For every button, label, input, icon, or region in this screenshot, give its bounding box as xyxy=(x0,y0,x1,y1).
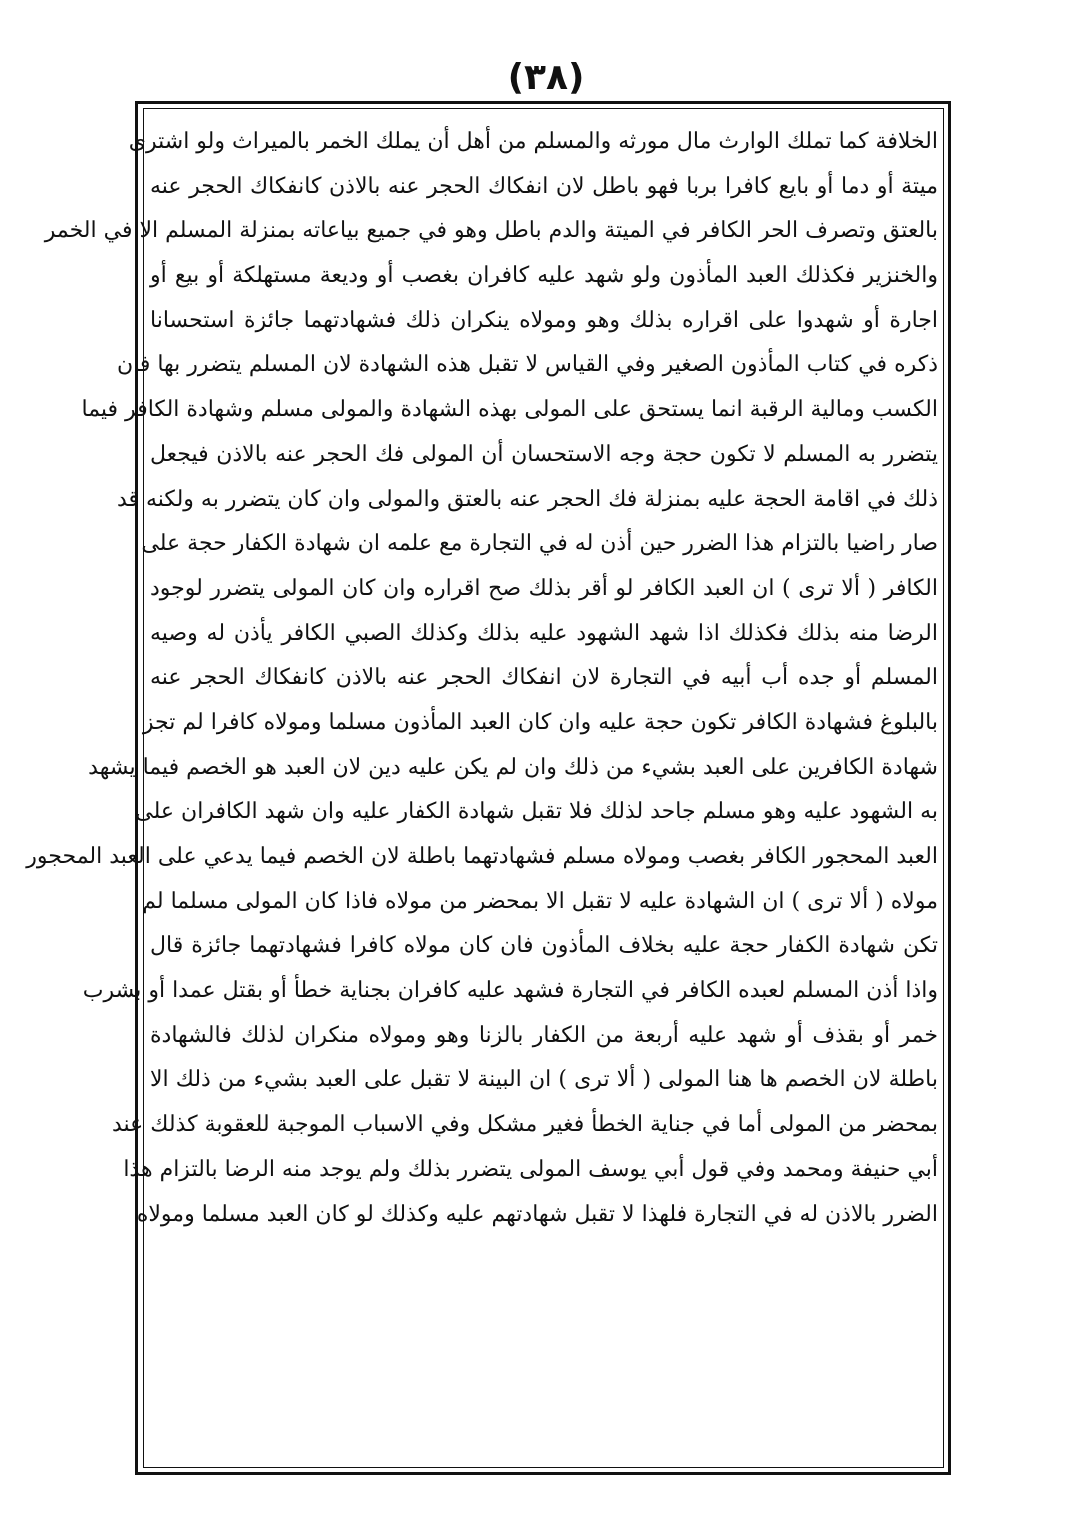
text-line: بالعتق وتصرف الحر الكافر في الميتة والدم باطل وهو في جميع بياعاته بمنزلة المسلم الا في الخمر xyxy=(44,218,938,244)
text-line: اجارة أو شهدوا على اقراره بذلك وهو ومولاه ينكران ذلك فشهادتهما جائزة استحسانا xyxy=(150,307,938,333)
text-line: الرضا منه بذلك فكذلك اذا شهد الشهود عليه بذلك وكذلك الصبي الكافر يأذن له وصيه xyxy=(150,620,938,646)
text-line: بمحضر من المولى أما في جناية الخطأ فغير مشكل وفي الاسباب الموجبة للعقوبة كذلك عند xyxy=(112,1112,938,1138)
text-line: المسلم أو جده أب أبيه في التجارة لان انفكاك الحجر عنه بالاذن كانفكاك الحجر عنه xyxy=(150,665,938,691)
text-line: العبد المحجور الكافر بغصب ومولاه مسلم فشهادتهما باطلة لان الخصم فيما يدعي على العبد المحجور xyxy=(26,844,938,869)
text-line: بالبلوغ فشهادة الكافر تكون حجة عليه وان كان العبد المأذون مسلما ومولاه كافرا لم تجز xyxy=(142,709,938,735)
text-line: به الشهود عليه وهو مسلم جاحد لذلك فلا تقبل شهادة الكفار عليه وان شهد الكافران على xyxy=(135,799,938,825)
text-line: تكن شهادة الكفار حجة عليه بخلاف المأذون فان كان مولاه كافرا فشهادتهما جائزة قال xyxy=(150,933,938,959)
text-line: شهادة الكافرين على العبد بشيء من ذلك وان لم يكن عليه دين لان العبد هو الخصم فيما يشهد xyxy=(88,754,938,780)
text-line: باطلة لان الخصم ها هنا المولى ( ألا ترى ) ان البينة لا تقبل على العبد بشيء من ذلك الا xyxy=(150,1067,938,1093)
text-line: صار راضيا بالتزام هذا الضرر حين أذن له في التجارة مع علمه ان شهادة الكفار حجة على xyxy=(141,531,938,557)
text-line: أبي حنيفة ومحمد وفي قول أبي يوسف المولى يتضرر بذلك ولم يوجد منه الرضا بالتزام هذا xyxy=(123,1156,938,1182)
text-line: مولاه ( ألا ترى ) ان الشهادة عليه لا تقبل الا بمحضر من مولاه فاذا كان المولى مسلما لم xyxy=(142,888,938,914)
text-line: ميتة أو دما أو بايع كافرا بربا فهو باطل لان انفكاك الحجر عنه بالاذن كانفكاك الحجر عنه xyxy=(150,173,938,199)
text-line: واذا أذن المسلم لعبده الكافر في التجارة فشهد عليه كافران بجناية خطأ أو بقتل عمدا أو بشرب xyxy=(82,978,938,1004)
text-line: الخلافة كما تملك الوارث مال مورثه والمسلم من أهل أن يملك الخمر بالميراث ولو اشترى xyxy=(128,129,938,154)
text-line: والخنزير فكذلك العبد المأذون ولو شهد عليه كافران بغصب أو وديعة مستهلكة أو بيع أو xyxy=(150,263,938,289)
page-number: (٣٨) xyxy=(507,57,585,98)
text-line: الكافر ( ألا ترى ) ان العبد الكافر لو أقر بذلك صح اقراره وان كان المولى يتضرر لوجود xyxy=(150,575,938,601)
text-line: الضرر بالاذن له في التجارة فلهذا لا تقبل شهادتهم عليه وكذلك لو كان العبد مسلما ومولاه xyxy=(136,1201,938,1227)
text-line: يتضرر به المسلم لا تكون حجة وجه الاستحسان أن المولى فك الحجر عنه بالاذن فيجعل xyxy=(150,441,938,467)
text-line: الكسب ومالية الرقبة انما يستحق على المولى بهذه الشهادة والمولى مسلم وشهادة الكافر فيما xyxy=(81,397,938,423)
text-line: ذلك في اقامة الحجة عليه بمنزلة فك الحجر عنه بالعتق والمولى وان كان يتضرر به ولكنه قد xyxy=(116,486,938,512)
text-body xyxy=(26,120,938,1465)
text-line: خمر أو بقذف أو شهد عليه أربعة من الكفار بالزنا وهو ومولاه منكران لذلك فالشهادة xyxy=(150,1022,938,1048)
text-line: ذكره في كتاب المأذون الصغير وفي القياس لا تقبل هذه الشهادة لان المسلم يتضرر بها فان xyxy=(116,352,938,378)
